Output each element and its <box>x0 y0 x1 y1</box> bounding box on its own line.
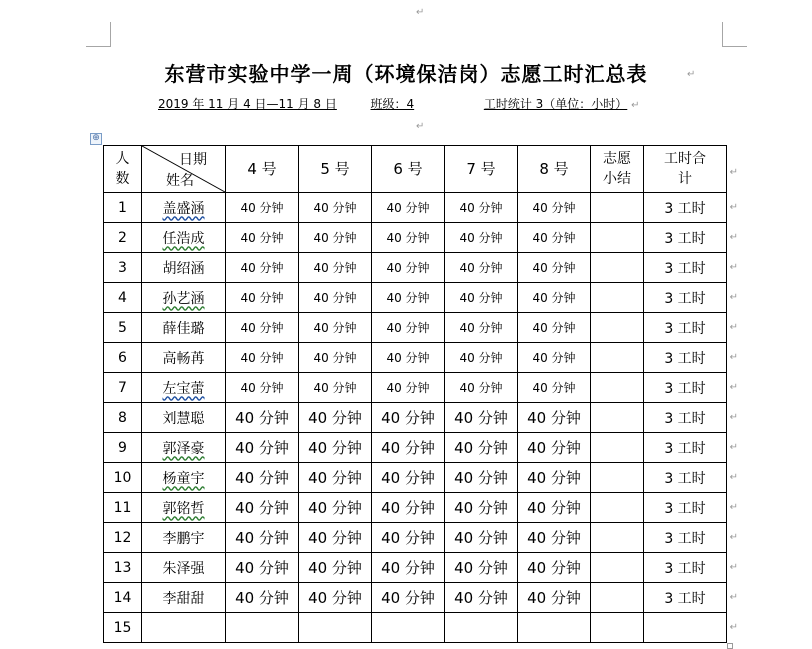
table-row <box>104 253 727 283</box>
duration-cell[interactable]: 40 分钟 <box>445 463 518 493</box>
duration-cell[interactable]: 40 分钟 <box>518 223 591 253</box>
duration-cell[interactable]: 40 分钟 <box>226 193 299 223</box>
duration-cell[interactable]: 40 分钟 <box>445 583 518 613</box>
summary-cell[interactable] <box>591 553 644 583</box>
table-row <box>104 373 727 403</box>
row-number-cell: 4 <box>104 283 142 313</box>
total-hours-cell[interactable]: 3 工时 ↵ <box>644 343 727 373</box>
table-row <box>104 223 727 253</box>
end-of-row-mark: ↵ <box>729 531 738 543</box>
duration-cell[interactable]: 40 分钟 <box>518 253 591 283</box>
end-of-row-mark: ↵ <box>729 201 738 213</box>
duration-cell[interactable]: 40 分钟 <box>372 313 445 343</box>
table-row <box>104 613 727 643</box>
duration-cell[interactable]: 40 分钟 <box>372 583 445 613</box>
duration-cell[interactable]: 40 分钟 <box>518 283 591 313</box>
total-hours-cell[interactable]: 3 工时 ↵ <box>644 583 727 613</box>
duration-cell[interactable]: 40 分钟 <box>445 433 518 463</box>
student-name-cell[interactable] <box>142 223 226 253</box>
summary-cell[interactable] <box>591 433 644 463</box>
duration-cell[interactable]: 40 分钟 <box>226 463 299 493</box>
table-move-handle-icon[interactable]: ⊕ <box>90 133 102 145</box>
row-number-cell: 2 <box>104 223 142 253</box>
student-name-cell[interactable] <box>142 373 226 403</box>
end-of-row-mark: ↵ <box>729 411 738 423</box>
student-name-cell[interactable] <box>142 463 226 493</box>
summary-cell[interactable] <box>591 613 644 643</box>
student-name: 郭铭哲 <box>162 500 205 517</box>
volunteer-hours-table <box>103 145 738 643</box>
paragraph-mark: ↵ <box>631 100 640 111</box>
student-name: 盖盛涵 <box>162 200 205 217</box>
student-name-cell[interactable] <box>142 283 226 313</box>
total-hours-cell[interactable]: 3 工时 ↵ <box>644 553 727 583</box>
duration-cell[interactable]: 40 分钟 <box>226 253 299 283</box>
duration-cell[interactable]: 40 分钟 <box>518 523 591 553</box>
duration-cell[interactable]: 40 分钟 <box>372 553 445 583</box>
duration-cell[interactable]: 40 分钟 <box>445 403 518 433</box>
student-name-cell[interactable] <box>142 523 226 553</box>
duration-cell[interactable]: 40 分钟 <box>226 343 299 373</box>
duration-cell[interactable]: 40 分钟 <box>372 253 445 283</box>
paragraph-mark: ↵ <box>416 7 425 18</box>
student-name: 刘慧聪 <box>162 410 205 427</box>
student-name-cell[interactable] <box>142 583 226 613</box>
end-of-row-mark: ↵ <box>729 231 738 243</box>
duration-cell[interactable]: 40 分钟 <box>372 283 445 313</box>
end-of-row-mark: ↵ <box>729 501 738 513</box>
header-day-7: 7 号 <box>445 146 518 193</box>
row-number-cell: 14 <box>104 583 142 613</box>
table-row <box>104 433 727 463</box>
duration-cell[interactable] <box>372 613 445 643</box>
end-of-row-mark: ↵ <box>729 561 738 573</box>
duration-cell[interactable]: 40 分钟 <box>226 433 299 463</box>
table-row <box>104 403 727 433</box>
row-number-cell: 15 <box>104 613 142 643</box>
table-row <box>104 493 727 523</box>
duration-cell[interactable]: 40 分钟 <box>518 343 591 373</box>
duration-cell[interactable]: 40 分钟 <box>518 463 591 493</box>
duration-cell[interactable]: 40 分钟 <box>445 523 518 553</box>
total-hours-cell[interactable]: 3 工时 ↵ <box>644 313 727 343</box>
table-row <box>104 313 727 343</box>
table-row <box>104 583 727 613</box>
duration-cell[interactable]: 40 分钟 <box>226 313 299 343</box>
student-name: 李甜甜 <box>162 590 205 607</box>
row-number-cell: 3 <box>104 253 142 283</box>
row-number-cell: 6 <box>104 343 142 373</box>
duration-cell[interactable]: 40 分钟 <box>372 223 445 253</box>
student-name: 杨童宇 <box>162 470 205 487</box>
table-row <box>104 193 727 223</box>
duration-cell[interactable] <box>518 613 591 643</box>
summary-cell[interactable] <box>591 583 644 613</box>
duration-cell[interactable]: 40 分钟 <box>445 283 518 313</box>
duration-cell[interactable]: 40 分钟 <box>299 463 372 493</box>
summary-cell[interactable] <box>591 253 644 283</box>
summary-cell[interactable] <box>591 283 644 313</box>
class-label: 班级：4 <box>370 97 415 111</box>
row-number-cell: 10 <box>104 463 142 493</box>
duration-cell[interactable]: 40 分钟 <box>226 493 299 523</box>
duration-cell[interactable]: 40 分钟 <box>445 493 518 523</box>
duration-cell[interactable]: 40 分钟 <box>299 343 372 373</box>
summary-cell[interactable] <box>591 373 644 403</box>
duration-cell[interactable]: 40 分钟 <box>372 493 445 523</box>
total-hours-cell[interactable]: 3 工时 ↵ <box>644 373 727 403</box>
duration-cell[interactable]: 40 分钟 <box>518 403 591 433</box>
end-of-row-mark: ↵ <box>729 471 738 483</box>
duration-cell[interactable]: 40 分钟 <box>445 223 518 253</box>
duration-cell[interactable]: 40 分钟 <box>445 253 518 283</box>
total-hours-cell[interactable] <box>644 613 738 643</box>
student-name: 李鹏宇 <box>162 530 205 547</box>
table-row <box>104 553 727 583</box>
duration-cell[interactable]: 40 分钟 <box>372 373 445 403</box>
row-number-cell: 13 <box>104 553 142 583</box>
page-corner-top-left <box>86 22 111 47</box>
duration-cell[interactable]: 40 分钟 <box>299 253 372 283</box>
student-name-cell[interactable] <box>142 553 226 583</box>
header-day-5: 5 号 <box>299 146 372 193</box>
hours-label: 工时统计 3（单位：小时） <box>483 97 628 111</box>
duration-cell[interactable]: 40 分钟 <box>518 553 591 583</box>
student-name: 郭泽豪 <box>162 440 205 457</box>
student-name-cell[interactable] <box>142 343 226 373</box>
duration-cell[interactable]: 40 分钟 <box>518 433 591 463</box>
duration-cell[interactable]: 40 分钟 <box>445 343 518 373</box>
end-of-row-mark: ↵ <box>729 261 738 273</box>
total-hours-cell[interactable]: 3 工时 ↵ <box>644 193 727 223</box>
paragraph-mark: ↵ <box>416 121 425 132</box>
total-hours-cell[interactable]: 3 工时 ↵ <box>644 433 727 463</box>
duration-cell[interactable]: 40 分钟 <box>299 223 372 253</box>
duration-cell[interactable]: 40 分钟 <box>299 493 372 523</box>
duration-cell[interactable]: 40 分钟 <box>518 583 591 613</box>
row-number-cell: 1 <box>104 193 142 223</box>
duration-cell[interactable]: 40 分钟 <box>299 583 372 613</box>
row-number-cell: 8 <box>104 403 142 433</box>
student-name-cell[interactable] <box>142 493 226 523</box>
duration-cell[interactable]: 40 分钟 <box>226 283 299 313</box>
summary-cell[interactable] <box>591 343 644 373</box>
total-hours-cell[interactable]: 3 工时 ↵ <box>644 493 727 523</box>
table-row <box>104 343 727 373</box>
duration-cell[interactable]: 40 分钟 <box>518 193 591 223</box>
total-hours-cell[interactable]: 3 工时 ↵ <box>644 283 727 313</box>
paragraph-mark: ↵ <box>687 69 696 80</box>
duration-cell[interactable]: 40 分钟 <box>299 523 372 553</box>
summary-cell[interactable] <box>591 313 644 343</box>
total-hours-cell[interactable]: 3 工时 ↵ <box>644 253 727 283</box>
duration-cell[interactable]: 40 分钟 <box>226 583 299 613</box>
total-hours-cell[interactable]: 3 工时 ↵ <box>644 223 727 253</box>
student-name-cell[interactable] <box>142 403 226 433</box>
document-title: 东营市实验中学一周（环境保洁岗）志愿工时汇总表 <box>164 62 648 86</box>
student-name: 孙艺涵 <box>162 290 205 307</box>
end-of-row-mark: ↵ <box>729 351 738 363</box>
total-hours-cell[interactable]: 3 工时 ↵ <box>644 523 727 553</box>
student-name: 朱泽强 <box>162 560 205 577</box>
duration-cell[interactable]: 40 分钟 <box>518 313 591 343</box>
duration-cell[interactable] <box>226 613 299 643</box>
header-date-name-diagonal <box>142 146 226 193</box>
duration-cell[interactable] <box>299 613 372 643</box>
date-range: 2019 年 11 月 4 日—11 月 8 日 <box>158 97 337 111</box>
summary-cell[interactable] <box>591 403 644 433</box>
table-row <box>104 283 727 313</box>
summary-cell[interactable] <box>591 523 644 553</box>
header-summary: 志愿 小结 <box>591 146 644 193</box>
duration-cell[interactable]: 40 分钟 <box>226 403 299 433</box>
duration-cell[interactable]: 40 分钟 <box>372 343 445 373</box>
duration-cell[interactable]: 40 分钟 <box>445 313 518 343</box>
document-subtitle <box>158 95 640 112</box>
summary-cell[interactable] <box>591 463 644 493</box>
duration-cell[interactable]: 40 分钟 <box>372 403 445 433</box>
duration-cell[interactable]: 40 分钟 <box>445 553 518 583</box>
end-of-row-mark: ↵ <box>729 621 738 633</box>
student-name-cell[interactable] <box>142 193 226 223</box>
student-name: 任浩成 <box>162 230 205 247</box>
duration-cell[interactable]: 40 分钟 <box>299 313 372 343</box>
header-day-8: 8 号 <box>518 146 591 193</box>
duration-cell[interactable]: 40 分钟 <box>372 433 445 463</box>
header-date-label: 日期 <box>179 152 207 168</box>
duration-cell[interactable]: 40 分钟 <box>226 553 299 583</box>
end-of-row-mark: ↵ <box>729 321 738 333</box>
duration-cell[interactable]: 40 分钟 <box>299 403 372 433</box>
duration-cell[interactable]: 40 分钟 <box>445 373 518 403</box>
duration-cell[interactable]: 40 分钟 <box>299 373 372 403</box>
summary-cell[interactable] <box>591 223 644 253</box>
student-name: 左宝蕾 <box>162 380 205 397</box>
total-hours-cell[interactable]: 3 工时 ↵ <box>644 463 727 493</box>
duration-cell[interactable] <box>445 613 518 643</box>
table-header-row <box>104 146 727 193</box>
duration-cell[interactable]: 40 分钟 <box>299 193 372 223</box>
header-day-4: 4 号 <box>226 146 299 193</box>
summary-cell[interactable] <box>591 493 644 523</box>
header-total: 工时合 计 ↵ <box>644 146 727 193</box>
student-name: 胡绍涵 <box>162 260 205 277</box>
end-of-row-mark: ↵ <box>729 381 738 393</box>
duration-cell[interactable]: 40 分钟 <box>445 193 518 223</box>
summary-cell[interactable] <box>591 193 644 223</box>
row-number-cell: 11 <box>104 493 142 523</box>
duration-cell[interactable]: 40 分钟 <box>372 463 445 493</box>
header-name-label: 姓名 <box>166 173 194 189</box>
student-name: 薛佳璐 <box>162 320 205 337</box>
header-day-6: 6 号 <box>372 146 445 193</box>
duration-cell[interactable]: 40 分钟 <box>226 523 299 553</box>
duration-cell[interactable]: 40 分钟 <box>372 193 445 223</box>
table-row <box>104 463 727 493</box>
duration-cell[interactable]: 40 分钟 <box>299 433 372 463</box>
duration-cell[interactable]: 40 分钟 <box>226 373 299 403</box>
end-of-row-mark: ↵ <box>729 441 738 453</box>
table-resize-handle[interactable] <box>727 643 733 649</box>
duration-cell[interactable]: 40 分钟 <box>226 223 299 253</box>
duration-cell[interactable]: 40 分钟 <box>372 523 445 553</box>
duration-cell[interactable]: 40 分钟 <box>299 553 372 583</box>
row-number-cell: 5 <box>104 313 142 343</box>
student-name-cell[interactable] <box>142 313 226 343</box>
end-of-row-mark: ↵ <box>729 591 738 603</box>
row-number-cell: 7 <box>104 373 142 403</box>
duration-cell[interactable]: 40 分钟 <box>518 493 591 523</box>
duration-cell[interactable]: 40 分钟 <box>518 373 591 403</box>
header-count: 人 数 <box>104 146 142 193</box>
student-name-cell[interactable] <box>142 433 226 463</box>
total-hours-cell[interactable]: 3 工时 ↵ <box>644 403 727 433</box>
duration-cell[interactable]: 40 分钟 <box>299 283 372 313</box>
row-number-cell: 12 <box>104 523 142 553</box>
student-name-cell[interactable] <box>142 613 226 643</box>
end-of-row-mark: ↵ <box>729 291 738 303</box>
row-number-cell: 9 <box>104 433 142 463</box>
student-name-cell[interactable] <box>142 253 226 283</box>
page-corner-top-right <box>722 22 747 47</box>
table-row <box>104 523 727 553</box>
student-name: 高畅苒 <box>162 350 205 367</box>
